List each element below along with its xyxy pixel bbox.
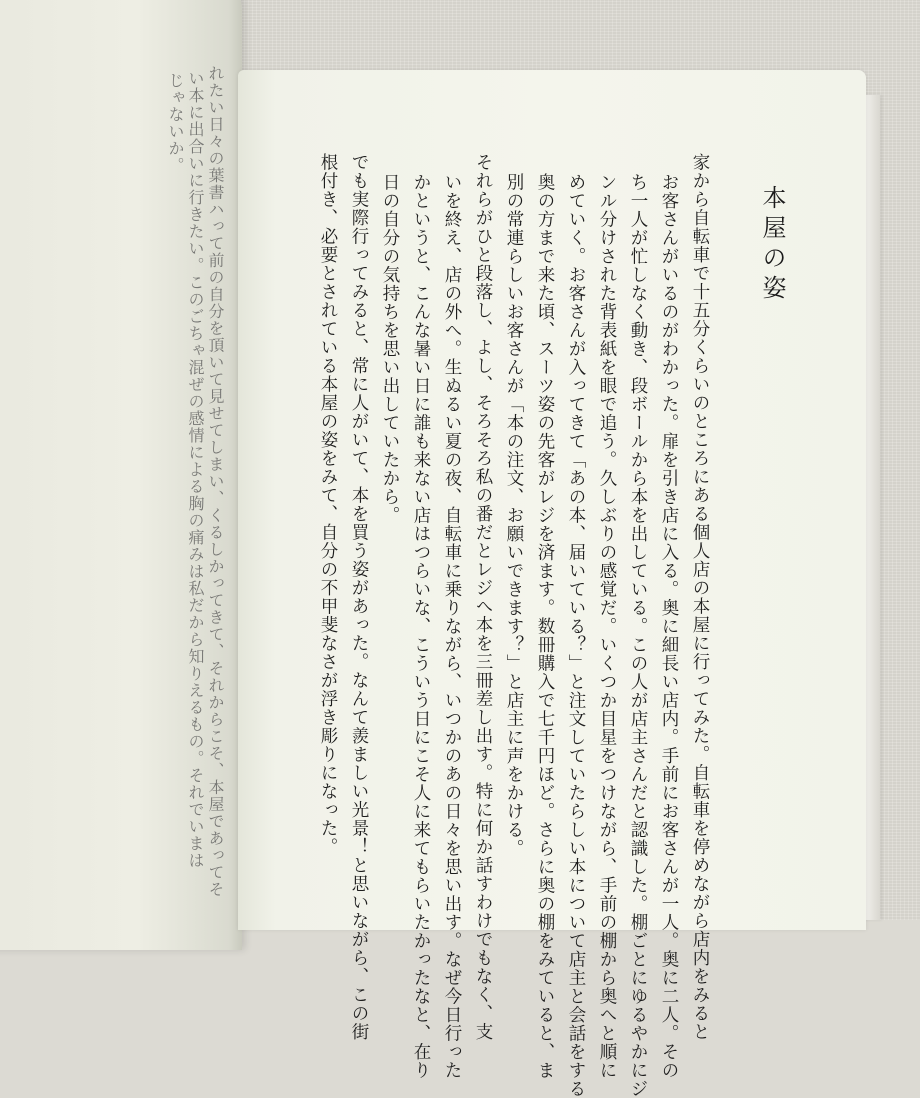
text-column: でも実際行ってみると、常に人がいて、本を買う姿があった。なんて羨ましい光景！と思いながら、この街 — [349, 153, 369, 1041]
text-column: 別の常連らしいお客さんが「本の注文、お願いできます？」と店主に声をかける。 — [504, 173, 524, 858]
text-column: 奥の方まで来た頃、スーツ姿の先客がレジを済ます。数冊購入で七千円ほど。さらに奥の棚をみていると、ま — [535, 173, 555, 1080]
text-column: ンル分けされた背表紙を眼で追う。久しぶりの感覚だ。いくつか目星をつけながら、手前の棚から奥へと順に — [597, 173, 617, 1080]
text-column: それらがひと段落し、よし、そろそろ私の番だとレジへ本を三冊差し出す。特に何か話すわけでもなく、支 — [473, 153, 493, 1041]
left-page-column: れたい日々の葉書ハって前の自分を頂いて見せてしまい、くるしかってきて、それからこそ、本屋であってそ — [206, 64, 225, 899]
text-column: 根付き、必要とされている本屋の姿をみて、自分の不甲斐なさが浮き彫りになった。 — [318, 153, 338, 856]
text-column: ち一人が忙しなく動き、段ボールから本を出している。この人が店主さんだと認識した。棚ごとにゆるやかにジ — [628, 173, 648, 1098]
left-page-column: じゃないか。 — [166, 72, 185, 174]
left-page — [0, 0, 242, 950]
text-column: かというと、こんな暑い日に誰も来ない店はつらいな、こういう日にこそ人に来てもらいたかったなと、在り — [411, 173, 431, 1080]
text-column: いを終え、店の外へ。生ぬるい夏の夜、自転車に乗りながら、いつかのあの日々を思い出す。なぜ今日行った — [442, 173, 462, 1080]
text-column: お客さんがいるのがわかった。扉を引き店に入る。奥に細長い店内。手前にお客さんが一人。奥に二人。その — [659, 173, 679, 1080]
text-column: 家から自転車で十五分くらいのところにある個人店の本屋に行ってみた。自転車を停めながら店内をみると — [690, 153, 710, 1041]
text-column: 日の自分の気持ちを思い出していたから。 — [380, 173, 400, 525]
chapter-title: 本屋の姿 — [758, 185, 786, 305]
text-column: めていく。お客さんが入ってきて「あの本、届いている？」と注文していたらしい本について店主と会話をする — [566, 173, 586, 1098]
left-page-column: い本に出合いに行きたい。このごちゃ混ぜの感情による胸の痛みは私だから知りえるもの。それでいまは — [186, 70, 205, 869]
